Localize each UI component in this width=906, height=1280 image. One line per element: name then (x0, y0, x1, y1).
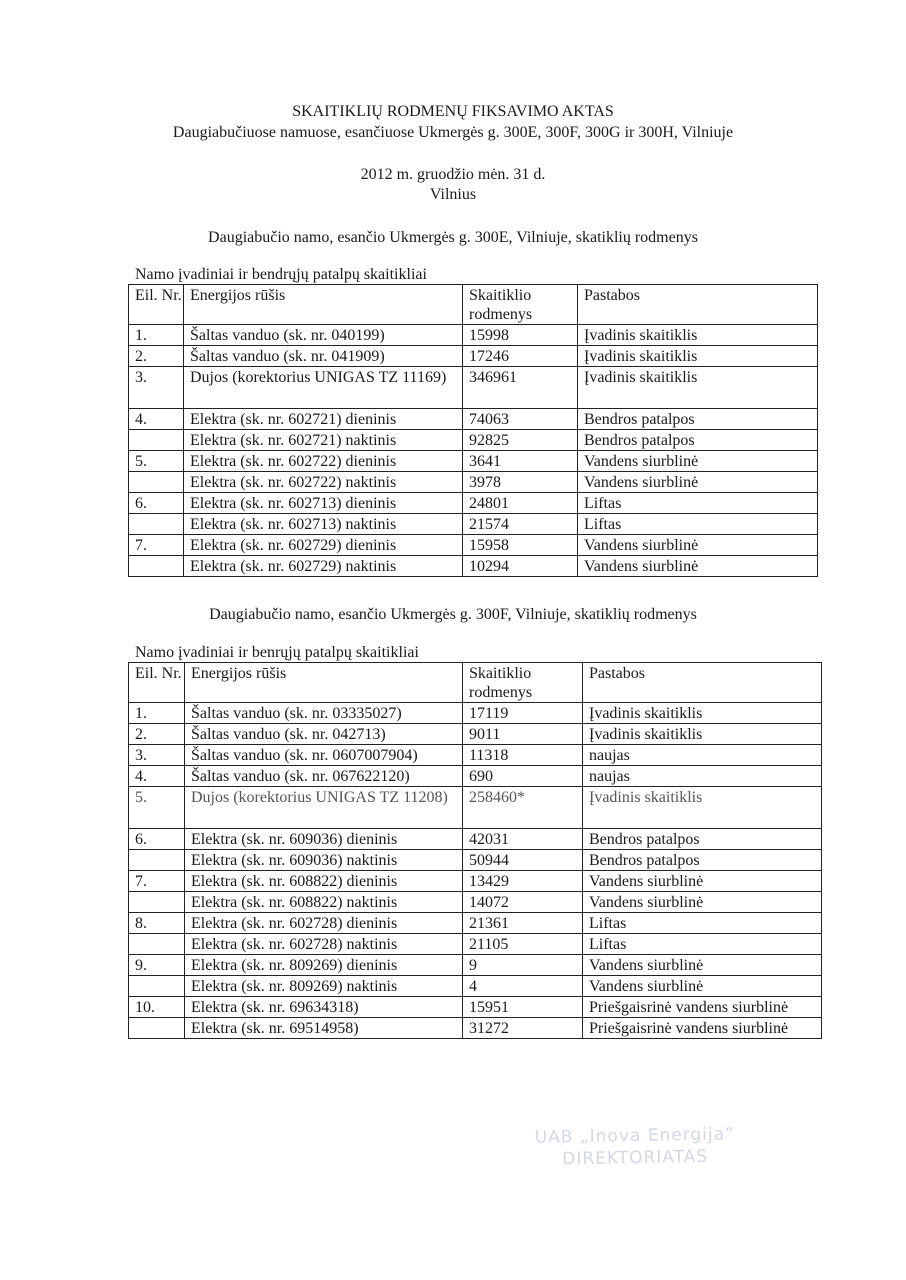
meter-reading-cell: 9 (463, 955, 583, 976)
company-stamp (520, 1123, 751, 1171)
notes-cell: Vandens siurblinė (578, 556, 818, 577)
energy-type-cell: Elektra (sk. nr. 609036) naktinis (185, 850, 463, 871)
row-number-cell: 6. (129, 829, 185, 850)
energy-type-cell: Šaltas vanduo (sk. nr. 040199) (184, 325, 463, 346)
table-row (129, 955, 822, 976)
meter-reading-cell: 10294 (463, 556, 578, 577)
meter-reading-cell: 11318 (463, 745, 583, 766)
row-number-cell: 7. (129, 535, 184, 556)
table-row (129, 871, 822, 892)
energy-type-cell: Elektra (sk. nr. 602728) naktinis (185, 934, 463, 955)
row-number-cell: 5. (129, 451, 184, 472)
row-number-cell: 3. (129, 745, 185, 766)
energy-type-cell: Dujos (korektorius UNIGAS TZ 11169) (184, 367, 463, 409)
notes-cell: Liftas (583, 934, 822, 955)
table-row (129, 787, 822, 829)
energy-type-cell: Elektra (sk. nr. 602713) naktinis (184, 514, 463, 535)
meter-reading-cell: 4 (463, 976, 583, 997)
row-number-cell: 3. (129, 367, 184, 409)
column-header-type: Energijos rūšis (185, 663, 463, 703)
energy-type-cell: Šaltas vanduo (sk. nr. 03335027) (185, 703, 463, 724)
meter-reading-cell: 21574 (463, 514, 578, 535)
column-header-notes: Pastabos (578, 285, 818, 325)
energy-type-cell: Elektra (sk. nr. 602722) dieninis (184, 451, 463, 472)
table-row (129, 325, 818, 346)
table-row (129, 367, 818, 409)
row-number-cell (129, 934, 185, 955)
meter-reading-cell: 15958 (463, 535, 578, 556)
energy-type-cell: Elektra (sk. nr. 602722) naktinis (184, 472, 463, 493)
energy-type-cell: Elektra (sk. nr. 809269) naktinis (185, 976, 463, 997)
table-row (129, 934, 822, 955)
meter-reading-cell: 21361 (463, 913, 583, 934)
meter-reading-cell: 15951 (463, 997, 583, 1018)
row-number-cell (129, 850, 185, 871)
notes-cell: Bendros patalpos (578, 430, 818, 451)
notes-cell: Įvadinis skaitiklis (578, 325, 818, 346)
row-number-cell: 4. (129, 409, 184, 430)
notes-cell: Įvadinis skaitiklis (578, 367, 818, 409)
meter-reading-cell: 346961 (463, 367, 578, 409)
row-number-cell: 5. (129, 787, 185, 829)
energy-type-cell: Šaltas vanduo (sk. nr. 041909) (184, 346, 463, 367)
row-number-cell: 10. (129, 997, 185, 1018)
row-number-cell (129, 556, 184, 577)
table-row (129, 703, 822, 724)
notes-cell: Įvadinis skaitiklis (583, 787, 822, 829)
table-row (129, 892, 822, 913)
table-row (129, 913, 822, 934)
row-number-cell: 9. (129, 955, 185, 976)
meter-reading-cell: 24801 (463, 493, 578, 514)
notes-cell: Bendros patalpos (583, 850, 822, 871)
column-header-type: Energijos rūšis (184, 285, 463, 325)
meter-reading-cell: 3641 (463, 451, 578, 472)
notes-cell: Priešgaisrinė vandens siurblinė (583, 1018, 822, 1039)
energy-type-cell: Elektra (sk. nr. 69634318) (185, 997, 463, 1018)
stamp-line-1: UAB „Inova Energija“ (534, 1124, 736, 1148)
energy-type-cell: Elektra (sk. nr. 602729) dieninis (184, 535, 463, 556)
row-number-cell (129, 472, 184, 493)
row-number-cell (129, 430, 184, 451)
notes-cell: Bendros patalpos (583, 829, 822, 850)
table-row (129, 346, 818, 367)
table-row (129, 430, 818, 451)
table-row (129, 766, 822, 787)
table-header-row (129, 285, 818, 325)
column-header-notes: Pastabos (583, 663, 822, 703)
meter-reading-cell: 21105 (463, 934, 583, 955)
notes-cell: Liftas (583, 913, 822, 934)
energy-type-cell: Elektra (sk. nr. 602721) dieninis (184, 409, 463, 430)
row-number-cell (129, 514, 184, 535)
row-number-cell (129, 1018, 185, 1039)
meter-table-300e (128, 284, 818, 577)
energy-type-cell: Elektra (sk. nr. 809269) dieninis (185, 955, 463, 976)
meter-reading-cell: 690 (463, 766, 583, 787)
energy-type-cell: Elektra (sk. nr. 609036) dieninis (185, 829, 463, 850)
table-row (129, 997, 822, 1018)
meter-reading-cell: 13429 (463, 871, 583, 892)
row-number-cell: 1. (129, 325, 184, 346)
meter-reading-cell: 258460* (463, 787, 583, 829)
meter-reading-cell: 17119 (463, 703, 583, 724)
row-number-cell: 1. (129, 703, 185, 724)
table-row (129, 514, 818, 535)
table-row (129, 745, 822, 766)
section-heading-300e: Daugiabučio namo, esančio Ukmergės g. 300E, Vilniuje, skatiklių rodmenys (208, 229, 698, 246)
document-subtitle: Daugiabučiuose namuose, esančiuose Ukmergės g. 300E, 300F, 300G ir 300H, Vilniuje (172, 124, 734, 141)
table-header-row (129, 663, 822, 703)
notes-cell: Liftas (578, 514, 818, 535)
document-city: Vilnius (429, 186, 477, 203)
meter-reading-cell: 31272 (463, 1018, 583, 1039)
notes-cell: Vandens siurblinė (578, 451, 818, 472)
meter-reading-cell: 14072 (463, 892, 583, 913)
meter-table-300f (128, 662, 822, 1039)
column-header-nr: Eil. Nr. (129, 285, 184, 325)
meter-reading-cell: 15998 (463, 325, 578, 346)
meter-reading-cell: 50944 (463, 850, 583, 871)
energy-type-cell: Šaltas vanduo (sk. nr. 0607007904) (185, 745, 463, 766)
meter-reading-cell: 42031 (463, 829, 583, 850)
table-row (129, 535, 818, 556)
meter-reading-cell: 92825 (463, 430, 578, 451)
row-number-cell: 2. (129, 724, 185, 745)
table-row (129, 409, 818, 430)
energy-type-cell: Elektra (sk. nr. 602729) naktinis (184, 556, 463, 577)
energy-type-cell: Elektra (sk. nr. 69514958) (185, 1018, 463, 1039)
energy-type-cell: Elektra (sk. nr. 602713) dieninis (184, 493, 463, 514)
meter-reading-cell: 17246 (463, 346, 578, 367)
table-row (129, 850, 822, 871)
notes-cell: Vandens siurblinė (578, 472, 818, 493)
notes-cell: Vandens siurblinė (578, 535, 818, 556)
notes-cell: Įvadinis skaitiklis (583, 703, 822, 724)
meter-reading-cell: 9011 (463, 724, 583, 745)
table-caption-300f: Namo įvadiniai ir benrųjų patalpų skaitikliai (135, 644, 419, 661)
energy-type-cell: Elektra (sk. nr. 602728) dieninis (185, 913, 463, 934)
table-row (129, 472, 818, 493)
meter-reading-cell: 74063 (463, 409, 578, 430)
row-number-cell: 8. (129, 913, 185, 934)
notes-cell: Bendros patalpos (578, 409, 818, 430)
row-number-cell: 4. (129, 766, 185, 787)
row-number-cell: 6. (129, 493, 184, 514)
notes-cell: Priešgaisrinė vandens siurblinė (583, 997, 822, 1018)
notes-cell: naujas (583, 766, 822, 787)
energy-type-cell: Dujos (korektorius UNIGAS TZ 11208) (185, 787, 463, 829)
notes-cell: Vandens siurblinė (583, 871, 822, 892)
document-date: 2012 m. gruodžio mėn. 31 d. (360, 166, 546, 183)
table-row (129, 724, 822, 745)
table-row (129, 451, 818, 472)
table-row (129, 1018, 822, 1039)
notes-cell: Vandens siurblinė (583, 976, 822, 997)
notes-cell: naujas (583, 745, 822, 766)
table-row (129, 493, 818, 514)
table-row (129, 976, 822, 997)
row-number-cell (129, 976, 185, 997)
column-header-nr: Eil. Nr. (129, 663, 185, 703)
table-caption-300e: Namo įvadiniai ir bendrųjų patalpų skaitikliai (135, 266, 427, 283)
energy-type-cell: Elektra (sk. nr. 608822) dieninis (185, 871, 463, 892)
meter-reading-cell: 3978 (463, 472, 578, 493)
energy-type-cell: Elektra (sk. nr. 602721) naktinis (184, 430, 463, 451)
row-number-cell: 2. (129, 346, 184, 367)
notes-cell: Vandens siurblinė (583, 955, 822, 976)
row-number-cell (129, 892, 185, 913)
row-number-cell: 7. (129, 871, 185, 892)
table-row (129, 829, 822, 850)
notes-cell: Vandens siurblinė (583, 892, 822, 913)
document-title: SKAITIKLIŲ RODMENŲ FIKSAVIMO AKTAS (292, 103, 614, 120)
notes-cell: Liftas (578, 493, 818, 514)
energy-type-cell: Elektra (sk. nr. 608822) naktinis (185, 892, 463, 913)
notes-cell: Įvadinis skaitiklis (583, 724, 822, 745)
energy-type-cell: Šaltas vanduo (sk. nr. 042713) (185, 724, 463, 745)
section-heading-300f: Daugiabučio namo, esančio Ukmergės g. 300F, Vilniuje, skatiklių rodmenys (209, 606, 697, 623)
notes-cell: Įvadinis skaitiklis (578, 346, 818, 367)
stamp-line-2: DIREKTORIATAS (562, 1146, 709, 1170)
column-header-reading: Skaitiklio rodmenys (463, 663, 583, 703)
table-row (129, 556, 818, 577)
energy-type-cell: Šaltas vanduo (sk. nr. 067622120) (185, 766, 463, 787)
column-header-reading: Skaitiklio rodmenys (463, 285, 578, 325)
